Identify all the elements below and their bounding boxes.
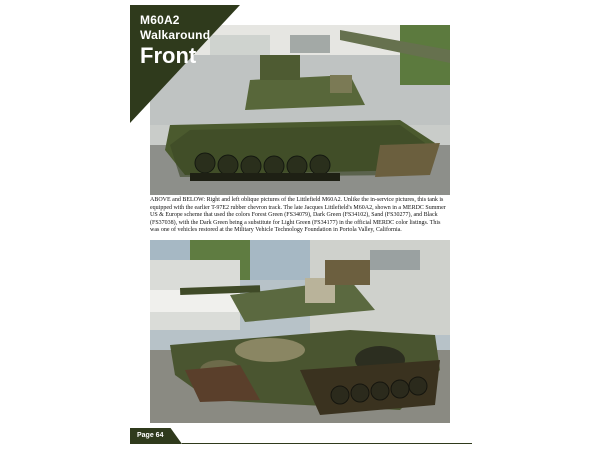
photo-caption: ABOVE and BELOW: Right and left oblique pictures of the Littlefield M60A2. Unlike the in-service pictures, this tank is equipped with the earlier T-97E2 rubber chevron track. The late Jacques Littlefield's M60A2, shown in a MERDC Summer US & Europe scheme that used the colors Forest Green (FS34079), Dark Green (FS34102), Sand (FS30277), and Black (FS37038), with the Dark Green being a substitute for Light Green (FS34177) in the official MERDC color listings. This was one of vehicles restored at the Military Vehicle Technology Foundation in Portola Valley, California. [150,197,446,234]
tank-photo-left-oblique [150,240,450,423]
title-line-model: M60A2 [140,13,180,27]
footer-rule [182,443,472,444]
book-page [130,5,472,445]
title-line-walkaround: Walkaround [140,28,211,42]
section-title: Front [140,43,197,68]
page-number: Page 64 [137,432,164,439]
